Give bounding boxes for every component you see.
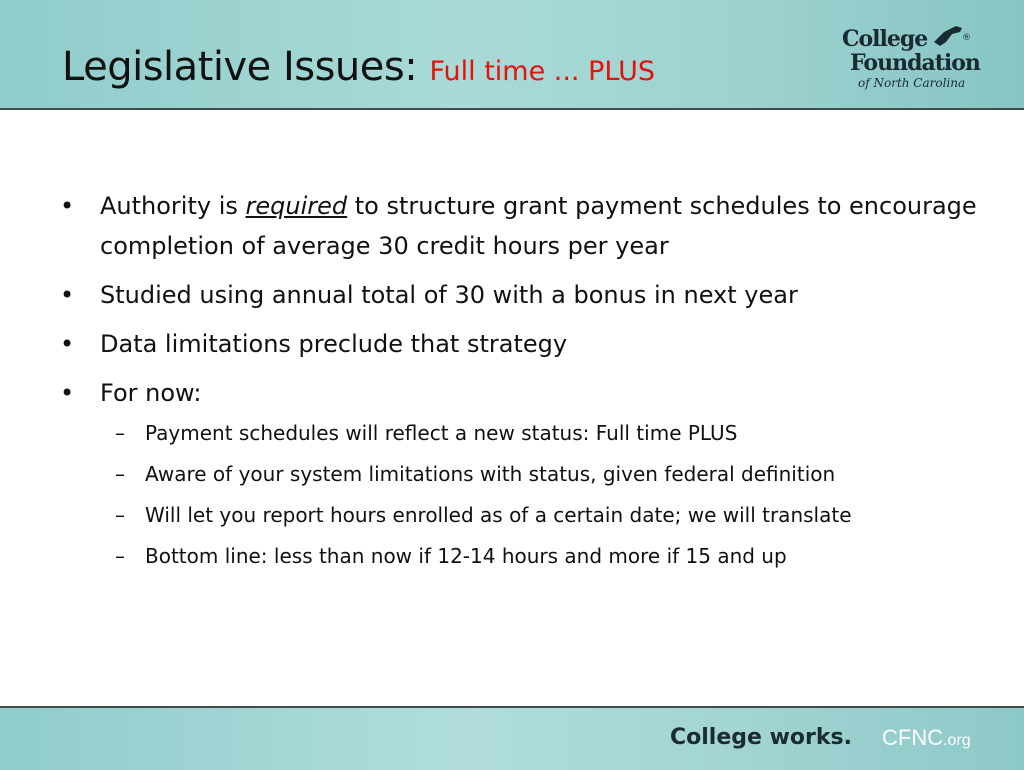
dash-icon: – (115, 544, 125, 568)
bullet-dot-icon: • (60, 379, 75, 407)
subbullet-text: Bottom line: less than now if 12-14 hours and more if 15 and up (145, 544, 787, 568)
cfnc-logo (882, 725, 971, 751)
subbullet-item (60, 461, 990, 487)
dash-icon: – (115, 421, 125, 445)
bullet-item (60, 275, 990, 315)
registered-mark: ® (962, 33, 971, 43)
cfnc-suffix: .org (943, 732, 971, 749)
logo-text-foundation: Foundation (850, 50, 980, 76)
college-foundation-logo (838, 20, 988, 94)
subbullet-item (60, 420, 990, 446)
bullet-text: Data limitations preclude that strategy (100, 330, 568, 358)
subbullet-list (60, 420, 990, 569)
bullet-text-after: to structure grant payment schedules to encourage completion of average 30 credit hours per year (100, 192, 977, 260)
bullet-text: For now: (100, 379, 202, 407)
header-band (0, 0, 1024, 110)
bullet-dot-icon: • (60, 281, 75, 309)
bullet-emphasis: required (245, 192, 348, 220)
bullet-dot-icon: • (60, 192, 75, 220)
title-subtitle: Full time ... PLUS (429, 56, 655, 87)
subbullet-text: Will let you report hours enrolled as of a certain date; we will translate (145, 503, 852, 527)
bullet-item (60, 186, 990, 266)
logo-text-north-carolina: of North Carolina (858, 76, 966, 90)
slide-body (60, 186, 990, 584)
logo-state-shape-icon (932, 20, 971, 50)
bullet-item (60, 324, 990, 364)
logo-text-college: College (842, 26, 928, 52)
bullet-item (60, 373, 990, 413)
dash-icon: – (115, 503, 125, 527)
subbullet-text: Aware of your system limitations with status, given federal definition (145, 462, 836, 486)
cfnc-main: CFNC (882, 725, 944, 750)
subbullet-text: Payment schedules will reflect a new status: Full time PLUS (145, 421, 738, 445)
bullet-dot-icon: • (60, 330, 75, 358)
slide-title (62, 44, 655, 90)
bullet-text-before: Authority is (100, 192, 246, 220)
footer-tagline: College works. (670, 725, 852, 750)
subbullet-item (60, 543, 990, 569)
subbullet-item (60, 502, 990, 528)
dash-icon: – (115, 462, 125, 486)
bullet-text: Studied using annual total of 30 with a bonus in next year (100, 281, 798, 309)
title-main: Legislative Issues: (62, 44, 418, 90)
footer-band (0, 706, 1024, 770)
